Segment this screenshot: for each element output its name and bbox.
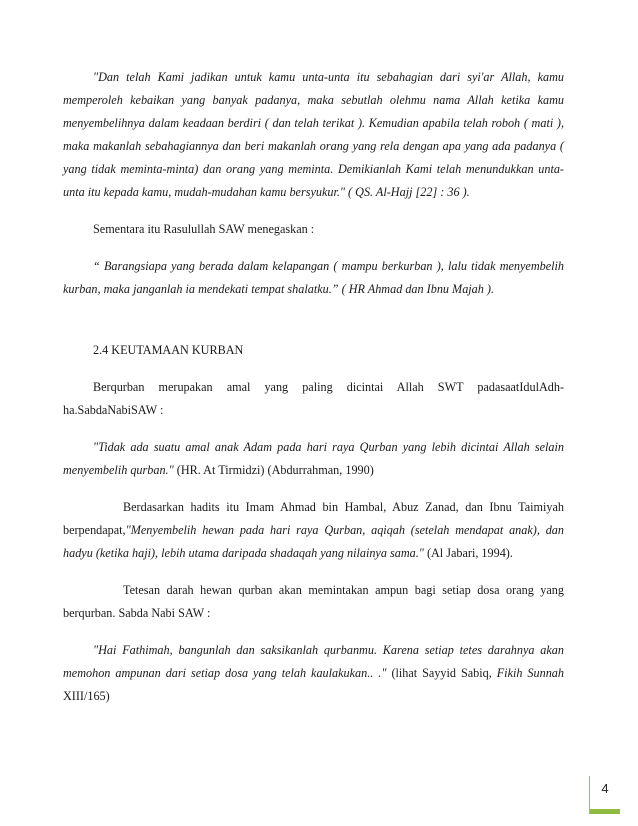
hadith-quote: “ Barangsiapa yang berada dalam kelapangan ( mampu berkurban ), lalu tidak menyembelih kurban, maka janganlah ia mendekati tempat shalatku.” ( HR Ahmad dan Ibnu Majah ). bbox=[63, 259, 564, 296]
keutamaan-intro-paragraph: Berqurban merupakan amal yang paling dicintai Allah SWT padasaatIdulAdh-ha.SabdaNabiSAW : bbox=[63, 380, 564, 417]
ahmad-citation: (Al Jabari, 1994). bbox=[423, 546, 513, 560]
fathimah-citation-end: XIII/165) bbox=[63, 689, 110, 703]
fathimah-quote: "Hai Fathimah, bangunlah dan saksikanlah qurbanmu. Karena setiap tetes darahnya akan memohon ampunan dari setiap dosa yang telah kaulakukan.. ." bbox=[63, 643, 564, 680]
page-number: 4 bbox=[601, 781, 609, 796]
tetesan-paragraph: Tetesan darah hewan qurban akan memintakan ampun bagi setiap dosa orang yang berqurban. Sabda Nabi SAW : bbox=[63, 583, 564, 620]
section-heading: 2.4 KEUTAMAAN KURBAN bbox=[93, 343, 244, 357]
transition-paragraph: Sementara itu Rasulullah SAW menegaskan : bbox=[93, 222, 315, 236]
ahmad-quote: "Menyembelih hewan pada hari raya Qurban, aqiqah (setelah mendapat anak), dan hadyu (ketika haji), lebih utama daripada shadaqah yang nilainya sama." bbox=[63, 523, 564, 560]
tirmidzi-quote: "Tidak ada suatu amal anak Adam pada hari raya Qurban yang lebih dicintai Allah selain menyembelih qurban." bbox=[63, 440, 564, 477]
ahmad-paragraph bbox=[63, 496, 564, 565]
tirmidzi-paragraph bbox=[63, 436, 564, 482]
body-text bbox=[63, 66, 564, 708]
fathimah-book-title: Fikih Sunnah bbox=[496, 666, 564, 680]
page-number-accent-bar bbox=[590, 809, 620, 814]
ahmad-lead: Berdasarkan hadits itu Imam Ahmad bin Hambal, Abuz Zanad, dan Ibnu Taimiyah berpendapat, bbox=[63, 500, 564, 537]
hadith-quote-paragraph bbox=[63, 255, 564, 301]
quran-quote-paragraph bbox=[63, 66, 564, 204]
fathimah-citation: (lihat Sayyid Sabiq, bbox=[386, 666, 497, 680]
page-number-box bbox=[589, 776, 620, 814]
fathimah-paragraph bbox=[63, 639, 564, 708]
quran-quote: "Dan telah Kami jadikan untuk kamu unta-unta itu sebahagian dari syi'ar Allah, kamu memperoleh kebaikan yang banyak padanya, maka sebutlah olehmu nama Allah ketika kamu menyembelihnya dalam keadaan berdiri ( dan telah terikat ). Kemudian apabila telah roboh ( mati ), maka makanlah sebahagiannya dan beri makanlah orang yang rela dengan apa yang ada padanya ( yang tidak meminta-minta) dan orang yang meminta. Demikianlah Kami telah menundukkan unta-unta itu kepada kamu, mudah-mudahan kamu bersyukur." ( QS. Al-Hajj [22] : 36 ). bbox=[63, 70, 564, 199]
tirmidzi-citation: (HR. At Tirmidzi) (Abdurrahman, 1990) bbox=[173, 463, 374, 477]
